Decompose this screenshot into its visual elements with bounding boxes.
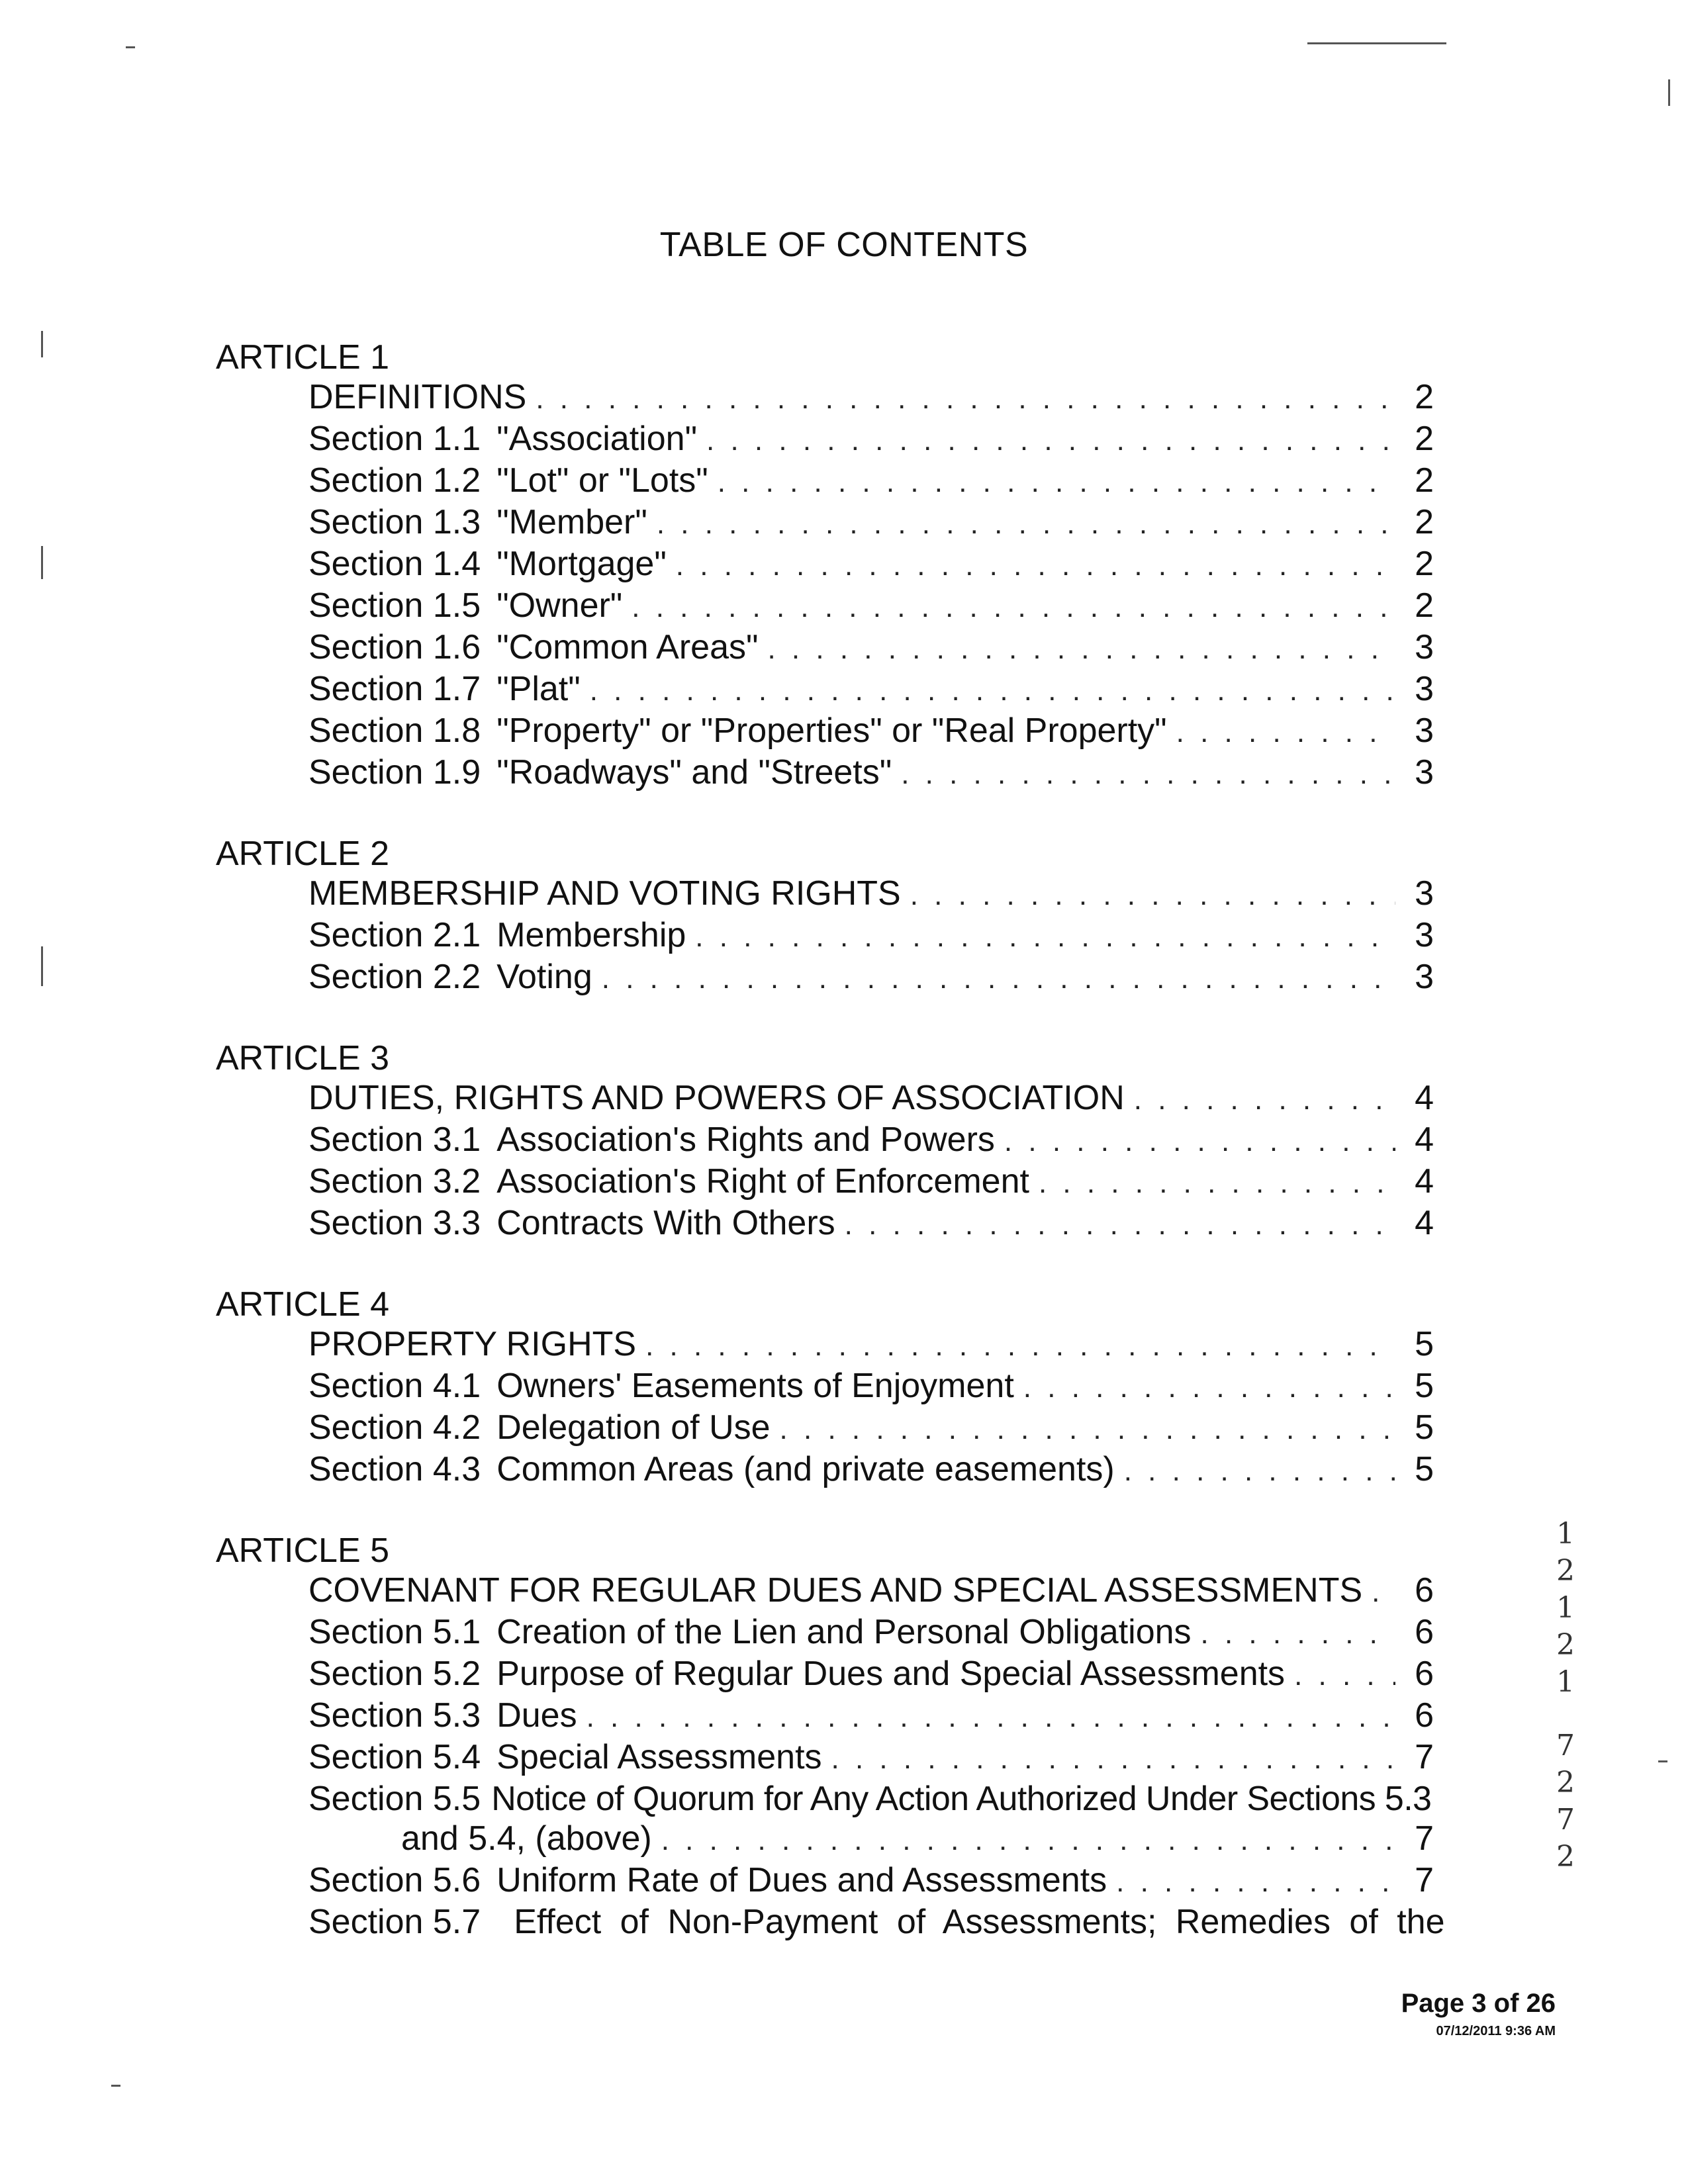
stamp-digit: 1 xyxy=(1556,1665,1575,1699)
article-heading: ARTICLE 1 xyxy=(216,338,390,377)
dot-leader xyxy=(845,1205,1395,1245)
entry-page: 2 xyxy=(1415,545,1434,583)
entry-label: "Lot" or "Lots" xyxy=(496,461,708,500)
toc-entry xyxy=(308,1120,1434,1161)
toc-entry xyxy=(308,502,1434,544)
section-number: Section 1.3 xyxy=(308,503,481,541)
entry-page: 6 xyxy=(1415,1613,1434,1651)
toc-entry xyxy=(308,874,1434,915)
dot-leader xyxy=(1176,713,1395,752)
entry-label: "Association" xyxy=(496,420,698,458)
entry-page: 2 xyxy=(1415,461,1434,500)
dot-leader xyxy=(831,1739,1395,1779)
section-number: Section 1.1 xyxy=(308,420,481,458)
entry-label: and 5.4, (above) xyxy=(401,1819,652,1858)
toc-entry-continuation xyxy=(308,1819,1434,1860)
entry-label: Membership xyxy=(496,916,686,954)
entry-label: Common Areas (and private easements) xyxy=(496,1450,1115,1488)
scan-mark xyxy=(1307,42,1446,44)
entry-label: DEFINITIONS xyxy=(308,378,527,416)
article-5 xyxy=(0,1531,1688,1942)
toc-entry xyxy=(308,1612,1434,1654)
section-number: Section 5.6 xyxy=(308,1861,481,1899)
toc-entry xyxy=(308,1902,1445,1942)
stamp-digit: 2 xyxy=(1556,1554,1575,1588)
toc-entry xyxy=(308,1203,1434,1245)
section-number: Section 2.2 xyxy=(308,958,481,996)
dot-leader xyxy=(536,379,1395,419)
recording-stamp xyxy=(1549,1516,1582,1876)
entry-page: 6 xyxy=(1415,1571,1434,1610)
dot-leader xyxy=(1023,1368,1395,1408)
dot-leader xyxy=(901,754,1395,794)
article-heading: ARTICLE 5 xyxy=(216,1531,390,1570)
section-number: Section 1.5 xyxy=(308,586,481,625)
dot-leader xyxy=(718,463,1395,502)
section-number: Section 3.1 xyxy=(308,1120,481,1159)
entry-page: 4 xyxy=(1415,1120,1434,1159)
article-heading: ARTICLE 4 xyxy=(216,1285,390,1324)
dot-leader xyxy=(657,504,1395,544)
entry-page: 3 xyxy=(1415,711,1434,750)
entry-label: Purpose of Regular Dues and Special Assessments xyxy=(496,1655,1286,1693)
entry-page: 3 xyxy=(1415,628,1434,666)
entry-label: Special Assessments xyxy=(496,1738,822,1776)
toc-entry xyxy=(308,1654,1434,1696)
toc-entry xyxy=(308,1779,1434,1819)
toc-entry xyxy=(308,419,1434,461)
stamp-digit: 7 xyxy=(1556,1729,1575,1762)
entry-label: Voting xyxy=(496,958,592,996)
entry-page: 2 xyxy=(1415,420,1434,458)
dot-leader xyxy=(1372,1572,1395,1612)
page-title: TABLE OF CONTENTS xyxy=(659,226,1029,264)
section-number: Section 5.1 xyxy=(308,1613,481,1651)
dot-leader xyxy=(1004,1122,1395,1161)
dot-leader xyxy=(910,876,1395,915)
entry-label: Effect of Non-Payment of Assessments; Remedies of the xyxy=(514,1903,1445,1941)
entry-label: DUTIES, RIGHTS AND POWERS OF ASSOCIATION xyxy=(308,1079,1125,1117)
toc-entry xyxy=(308,669,1434,711)
entry-page: 5 xyxy=(1415,1450,1434,1488)
entry-page: 5 xyxy=(1415,1408,1434,1447)
section-number: Section 1.4 xyxy=(308,545,481,583)
section-number: Section 3.2 xyxy=(308,1162,481,1201)
entry-label: Uniform Rate of Dues and Assessments xyxy=(496,1861,1107,1899)
entry-page: 3 xyxy=(1415,753,1434,792)
section-number: Section 1.8 xyxy=(308,711,481,750)
toc-entry xyxy=(308,1570,1434,1612)
entry-page: 4 xyxy=(1415,1204,1434,1242)
section-number: Section 1.9 xyxy=(308,753,481,792)
toc-entry xyxy=(308,461,1434,502)
entry-label: Association's Rights and Powers xyxy=(496,1120,995,1159)
section-number: Section 4.3 xyxy=(308,1450,481,1488)
stamp-digit: 1 xyxy=(1556,1517,1575,1551)
article-heading: ARTICLE 3 xyxy=(216,1039,390,1077)
toc-entry xyxy=(308,1737,1434,1779)
print-timestamp: 07/12/2011 9:36 AM xyxy=(1436,2024,1556,2038)
entry-label: "Common Areas" xyxy=(496,628,759,666)
entry-page: 6 xyxy=(1415,1696,1434,1735)
entry-label: PROPERTY RIGHTS xyxy=(308,1325,637,1363)
toc-entry xyxy=(308,1449,1434,1491)
section-number: Section 5.3 xyxy=(308,1696,481,1735)
toc-entry xyxy=(308,627,1434,669)
entry-page: 3 xyxy=(1415,916,1434,954)
dot-leader xyxy=(1116,1862,1395,1902)
scan-mark xyxy=(1668,79,1670,106)
section-number: Section 4.2 xyxy=(308,1408,481,1447)
dot-leader xyxy=(586,1698,1395,1737)
entry-page: 3 xyxy=(1415,958,1434,996)
dot-leader xyxy=(1134,1080,1395,1120)
entry-label: COVENANT FOR REGULAR DUES AND SPECIAL ASSESSMENTS xyxy=(308,1571,1363,1610)
section-number: Section 5.5 xyxy=(308,1780,481,1818)
section-number: Section 5.7 xyxy=(308,1903,481,1941)
article-2 xyxy=(0,834,1688,999)
entry-label: Association's Right of Enforcement xyxy=(496,1162,1029,1201)
toc-entry xyxy=(308,915,1434,957)
toc-entry xyxy=(308,1860,1434,1902)
section-number: Section 5.2 xyxy=(308,1655,481,1693)
section-number: Section 1.2 xyxy=(308,461,481,500)
toc-entry xyxy=(308,1408,1434,1449)
section-number: Section 3.3 xyxy=(308,1204,481,1242)
entry-label: "Member" xyxy=(496,503,647,541)
entry-page: 4 xyxy=(1415,1162,1434,1201)
entry-page: 4 xyxy=(1415,1079,1434,1117)
dot-leader xyxy=(590,671,1395,711)
entry-label: Delegation of Use xyxy=(496,1408,771,1447)
entry-page: 3 xyxy=(1415,874,1434,913)
toc-entry xyxy=(308,752,1434,794)
dot-leader xyxy=(1201,1614,1395,1654)
scan-mark xyxy=(126,46,135,48)
stamp-digit: 2 xyxy=(1556,1840,1575,1874)
stamp-gap xyxy=(1549,1701,1582,1727)
entry-label: "Property" or "Properties" or "Real Property" xyxy=(496,711,1167,750)
page-number: Page 3 of 26 xyxy=(1401,1989,1556,2018)
entry-label: "Mortgage" xyxy=(496,545,667,583)
stamp-digit: 1 xyxy=(1556,1591,1575,1625)
entry-label: Creation of the Lien and Personal Obligations xyxy=(496,1613,1192,1651)
entry-page: 5 xyxy=(1415,1325,1434,1363)
section-number: Section 5.4 xyxy=(308,1738,481,1776)
article-1 xyxy=(0,338,1688,794)
entry-label: MEMBERSHIP AND VOTING RIGHTS xyxy=(308,874,901,913)
toc-entry xyxy=(308,544,1434,586)
table-of-contents xyxy=(0,338,1688,1981)
entry-label: Contracts With Others xyxy=(496,1204,835,1242)
dot-leader xyxy=(661,1821,1395,1860)
article-4 xyxy=(0,1285,1688,1491)
entry-page: 3 xyxy=(1415,670,1434,708)
dot-leader xyxy=(1294,1656,1395,1696)
entry-page: 2 xyxy=(1415,378,1434,416)
dot-leader xyxy=(676,546,1395,586)
dot-leader xyxy=(645,1326,1395,1366)
toc-entry xyxy=(308,377,1434,419)
stamp-digit: 2 xyxy=(1556,1628,1575,1662)
entry-label: "Owner" xyxy=(496,586,623,625)
dot-leader xyxy=(695,917,1395,957)
entry-label: Owners' Easements of Enjoyment xyxy=(496,1367,1014,1405)
section-number: Section 2.1 xyxy=(308,916,481,954)
entry-label: Dues xyxy=(496,1696,577,1735)
entry-page: 7 xyxy=(1415,1738,1434,1776)
toc-entry xyxy=(308,711,1434,752)
toc-entry xyxy=(308,1161,1434,1203)
scan-mark xyxy=(111,2085,120,2087)
dot-leader xyxy=(706,421,1395,461)
dot-leader xyxy=(632,588,1395,627)
entry-label: "Roadways" and "Streets" xyxy=(496,753,892,792)
stamp-digit: 7 xyxy=(1556,1803,1575,1837)
toc-entry xyxy=(308,1078,1434,1120)
entry-label: "Plat" xyxy=(496,670,581,708)
entry-page: 7 xyxy=(1415,1819,1434,1858)
dot-leader xyxy=(602,959,1395,999)
section-number: Section 4.1 xyxy=(308,1367,481,1405)
dot-leader xyxy=(1124,1451,1395,1491)
toc-entry xyxy=(308,586,1434,627)
entry-page: 5 xyxy=(1415,1367,1434,1405)
toc-entry xyxy=(308,1696,1434,1737)
section-number: Section 1.7 xyxy=(308,670,481,708)
entry-label: Notice of Quorum for Any Action Authorized Under Sections 5.3 xyxy=(491,1780,1432,1818)
stamp-digit: 2 xyxy=(1556,1766,1575,1799)
entry-page: 2 xyxy=(1415,586,1434,625)
entry-page: 6 xyxy=(1415,1655,1434,1693)
article-heading: ARTICLE 2 xyxy=(216,835,390,873)
entry-page: 7 xyxy=(1415,1861,1434,1899)
toc-entry xyxy=(308,1366,1434,1408)
entry-page: 2 xyxy=(1415,503,1434,541)
toc-entry xyxy=(308,957,1434,999)
dot-leader xyxy=(1039,1163,1395,1203)
article-3 xyxy=(0,1038,1688,1245)
section-number: Section 1.6 xyxy=(308,628,481,666)
toc-entry xyxy=(308,1324,1434,1366)
dot-leader xyxy=(767,629,1395,669)
dot-leader xyxy=(780,1410,1395,1449)
